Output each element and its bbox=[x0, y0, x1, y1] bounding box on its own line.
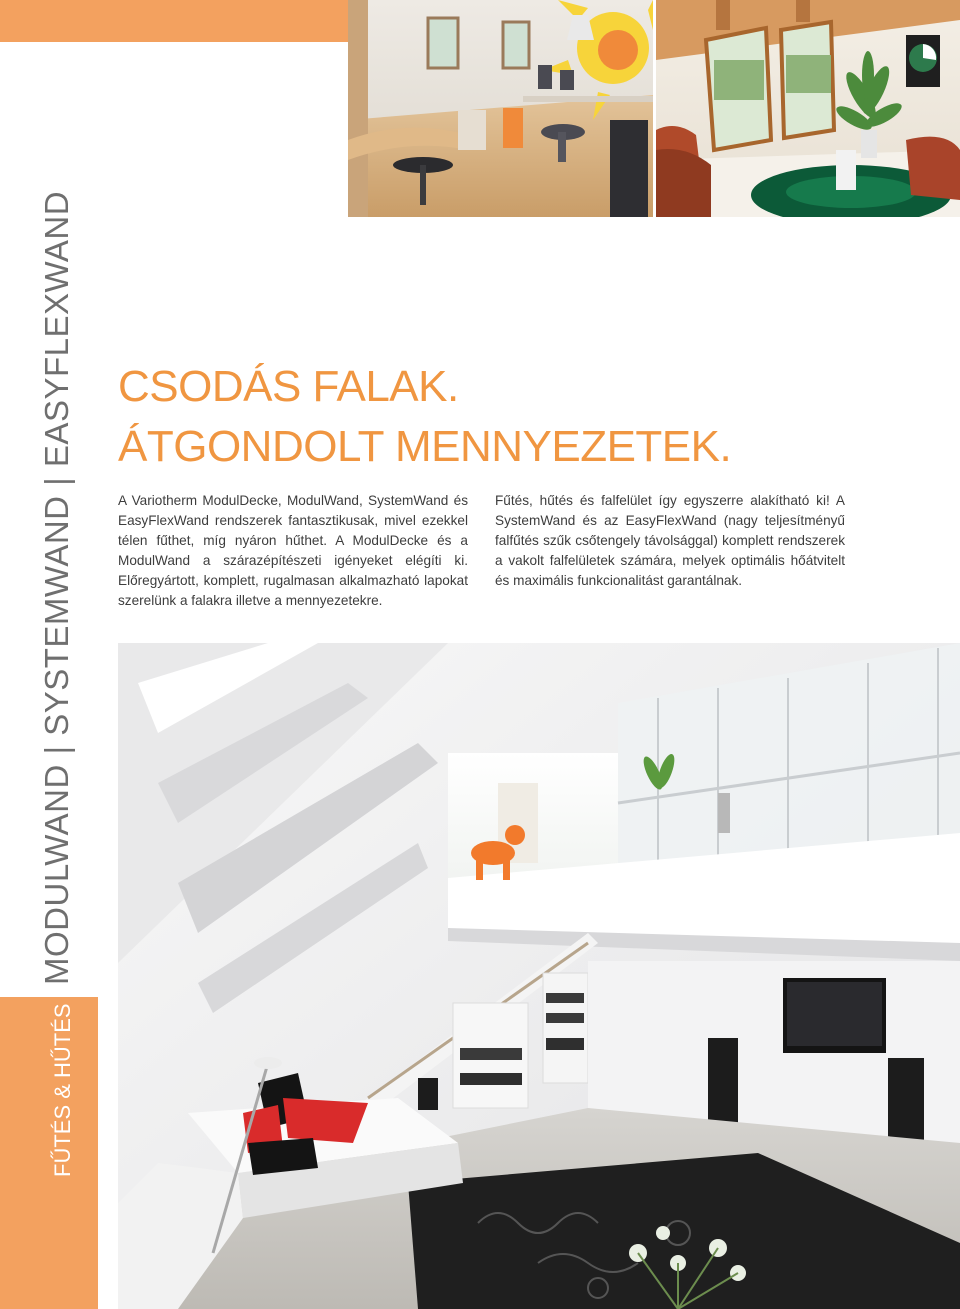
systems-paragraph: Fűtés, hűtés és falfelület így egyszerre alakítható ki! A SystemWand és az EasyFlexWand (nagy teljesítményű falfűtés szűk csőtengely távolsággal) komplett rendszerek a vakolt falfelületek számára, melyek optimális hőátvitelt és maximális funkcionalitást garantálnak. bbox=[495, 493, 845, 588]
headline-line-1: CSODÁS FALAK. bbox=[118, 362, 459, 411]
section-tab-label: FŰTÉS & HŰTÉS bbox=[50, 1003, 75, 1177]
orange-header-bar bbox=[0, 0, 348, 42]
section-tab bbox=[0, 997, 98, 1309]
attic-interior-photo bbox=[656, 0, 960, 217]
loft-living-room-photo bbox=[118, 643, 960, 1309]
side-title: MODULWAND | SYSTEMWAND | EASYFLEXWAND bbox=[38, 190, 75, 985]
headline-line-2: ÁTGONDOLT MENNYEZETEK. bbox=[118, 422, 732, 471]
office-interior-photo bbox=[348, 0, 653, 217]
intro-paragraph: A Variotherm ModulDecke, ModulWand, SystemWand és EasyFlexWand rendszerek fantasztikusak, mivel ezekkel télen fűthet, míg nyáron hűthet. A ModulDecke és a ModulWand a szárazépítészeti igényeket elégíti ki. Előregyártott, komplett, rugalmasan alkalmazható lapokat szerelünk a falakra illetve a mennyezetekre. bbox=[118, 493, 468, 608]
